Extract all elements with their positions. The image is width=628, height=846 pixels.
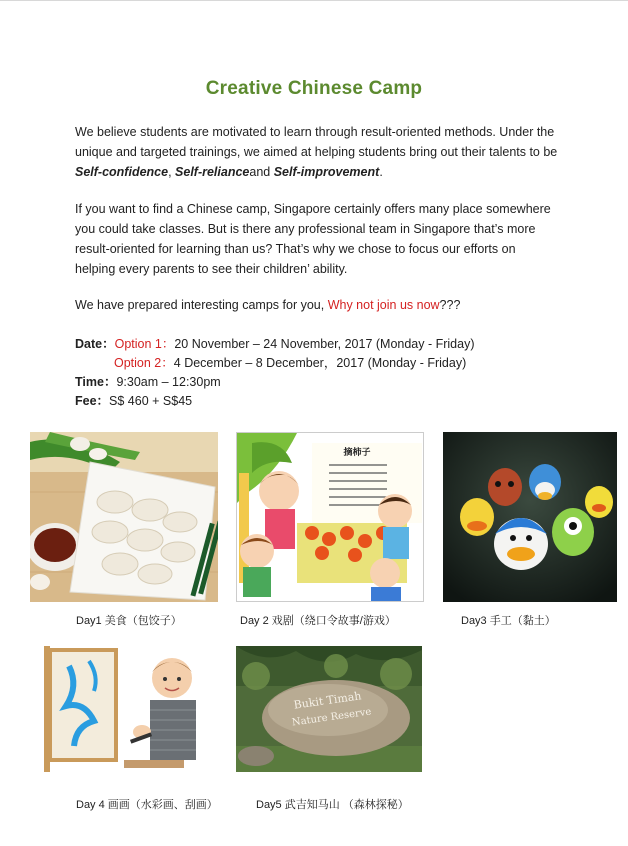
page-title: Creative Chinese Camp <box>205 78 423 99</box>
stone-text-line2: Nature Reserve <box>291 706 372 729</box>
date-option1-line <box>75 335 475 354</box>
date-option2-line <box>114 354 466 373</box>
day1-caption: Day1 美食（包饺子） <box>76 615 182 627</box>
boy-painting-photo <box>44 646 212 772</box>
option2-value: 4 December – 8 December，2017 (Monday - Friday) <box>173 356 467 370</box>
dumplings-photo <box>30 432 218 602</box>
poem-title: 摘柿子 <box>343 448 371 458</box>
page-top-border <box>0 0 628 1</box>
fee-line <box>75 392 192 411</box>
time-line <box>75 373 221 392</box>
clay-toys-photo <box>443 432 617 602</box>
intro-end: . <box>379 165 383 179</box>
day4-caption: Day 4 画画（水彩画、刮画） <box>76 799 218 811</box>
join-us-link[interactable]: Why not join us now <box>327 298 440 312</box>
option1-label: Option 1： <box>114 337 175 351</box>
kids-cartoon-illustration <box>236 432 424 602</box>
intro-paragraph <box>75 122 559 182</box>
day2-caption: Day 2 戏剧（绕口令故事/游戏） <box>240 615 396 627</box>
intro-separator: , <box>168 165 176 179</box>
stone-text-line1: Bukit Timah <box>292 689 363 712</box>
fee-label: Fee： <box>75 394 110 408</box>
keyword-self-improvement: Self-improvement <box>273 165 380 179</box>
nature-reserve-stone-photo <box>236 646 422 772</box>
keyword-self-reliance: Self-reliance <box>175 165 250 179</box>
intro-text: We believe students are motivated to learn through result-oriented methods. Under the unique and targeted trainings, we aimed at helping students bring out their talents to be <box>75 125 558 159</box>
camp-paragraph: If you want to find a Chinese camp, Singapore certainly offers many place somewhere you could take classes. But is there any professional team in Singapore that’s more result-oriented for learning than us? That’s why we chose to focus our efforts on helping every parents to see their children’ ability. <box>75 202 551 276</box>
fee-value: S$ 460 + S$45 <box>109 394 193 408</box>
day5-caption: Day5 武吉知马山 （森林探秘） <box>256 799 409 811</box>
keyword-self-confidence: Self-confidence <box>75 165 169 179</box>
day3-caption: Day3 手工（黏土） <box>461 615 556 627</box>
option2-label: Option 2： <box>114 356 174 370</box>
invite-paragraph <box>75 295 559 315</box>
option1-value: 20 November – 24 November, 2017 (Monday - Friday) <box>174 337 475 351</box>
intro-and: and <box>249 165 274 179</box>
time-value: 9:30am – 12:30pm <box>116 375 221 389</box>
time-label: Time： <box>75 375 117 389</box>
invite-text: We have prepared interesting camps for you, <box>75 298 328 312</box>
date-label: Date： <box>75 337 115 351</box>
invite-end: ??? <box>439 298 461 312</box>
